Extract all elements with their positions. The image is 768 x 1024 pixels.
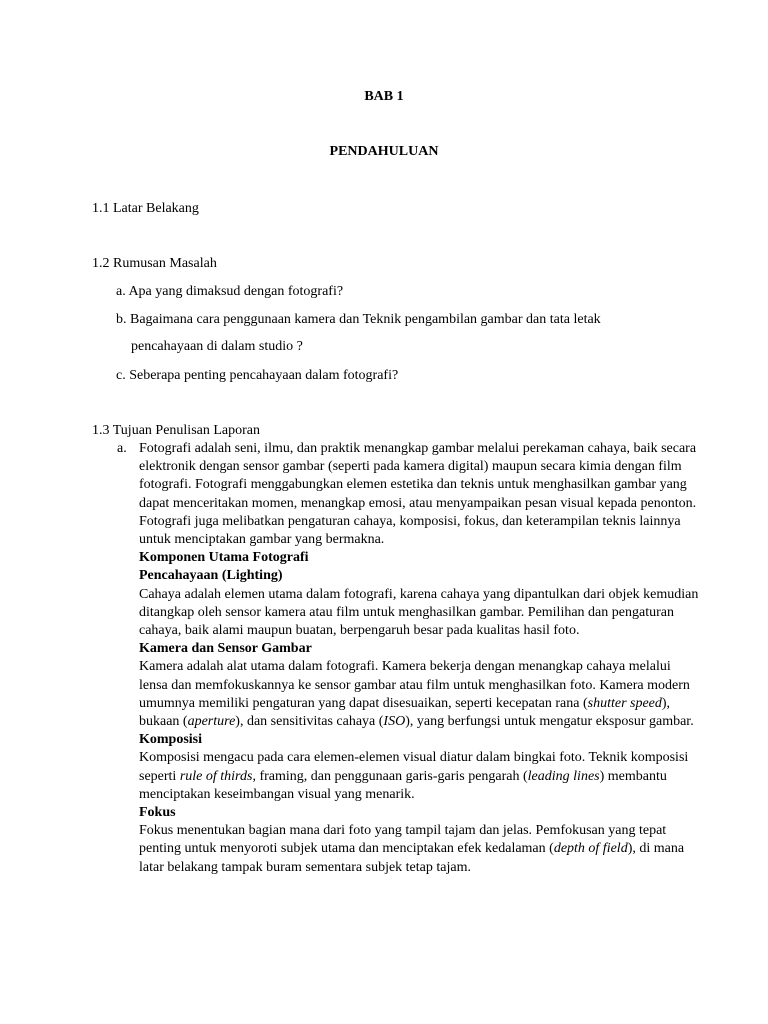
heading-kamera: Kamera dan Sensor Gambar bbox=[139, 641, 312, 657]
question-c: c. Seberapa penting pencahayaan dalam fotografi? bbox=[116, 368, 399, 383]
text-run: ), dan sensitivitas cahaya ( bbox=[235, 714, 384, 730]
italic-term: leading lines bbox=[527, 768, 600, 784]
italic-term: ISO bbox=[383, 714, 406, 730]
italic-term: rule of thirds bbox=[179, 768, 253, 784]
chapter-label: BAB 1 bbox=[364, 89, 404, 104]
italic-term: aperture bbox=[187, 714, 236, 730]
text-run: ) membantu menciptakan keseimbangan visual yang menarik. bbox=[139, 768, 667, 802]
question-b-line-2: pencahayaan di dalam studio ? bbox=[131, 339, 303, 354]
text-run: ), bukaan ( bbox=[139, 695, 671, 730]
intro-paragraph: Fotografi adalah seni, ilmu, dan praktik menangkap gambar melalui perekaman cahaya, baik secara elektronik dengan sensor gambar (seperti pada kamera digital) maupun secara kimia dengan film fotografi. Fotografi menggabungkan elemen estetika dan teknis untuk menghasilkan gambar yang dapat menceritakan momen, menangkap emosi, atau menyampaikan pesan visual kepada penonton. Fotografi juga melibatkan pengaturan cahaya, komposisi, fokus, dan keterampilan teknis lainnya untuk menciptakan gambar yang bermakna. bbox=[139, 441, 697, 548]
heading-pencahayaan: Pencahayaan (Lighting) bbox=[139, 568, 283, 584]
paragraph-kamera bbox=[139, 658, 699, 731]
list-marker-a: a. bbox=[117, 441, 127, 456]
text-run: ), di mana latar belakang tampak buram sementara subjek tetap tajam. bbox=[139, 841, 685, 875]
text-run: Kamera adalah alat utama dalam fotografi. Kamera bekerja dengan menangkap cahaya melalui lensa dan memfokuskannya ke sensor gambar atau film untuk menghasilkan foto. Kamera modern umumnya memiliki pengaturan yang dapat disesuaikan, seperti kecepatan rana ( bbox=[139, 659, 690, 711]
text-run: ), yang berfungsi untuk mengatur eksposur gambar. bbox=[405, 714, 694, 730]
question-a: a. Apa yang dimaksud dengan fotografi? bbox=[116, 284, 344, 299]
italic-term: shutter speed bbox=[587, 695, 662, 711]
heading-komponen-utama: Komponen Utama Fotografi bbox=[139, 550, 309, 566]
text-run: Fokus menentukan bagian mana dari foto yang tampil tajam dan jelas. Pemfokusan yang tepat penting untuk menyoroti subjek utama dan menciptakan efek kedalaman ( bbox=[139, 823, 667, 857]
section-1-3-heading: 1.3 Tujuan Penulisan Laporan bbox=[92, 423, 260, 438]
text-run: Komposisi mengacu pada cara elemen-elemen visual diatur dalam bingkai foto. Teknik komposisi seperti bbox=[139, 750, 689, 784]
question-b-line-1: b. Bagaimana cara penggunaan kamera dan Teknik pengambilan gambar dan tata letak bbox=[116, 312, 601, 327]
heading-fokus: Fokus bbox=[139, 805, 176, 821]
section-1-2-heading: 1.2 Rumusan Masalah bbox=[92, 256, 217, 271]
section-1-1-heading: 1.1 Latar Belakang bbox=[92, 201, 199, 216]
chapter-title: PENDAHULUAN bbox=[329, 144, 439, 159]
paragraph-pencahayaan: Cahaya adalah elemen utama dalam fotografi, karena cahaya yang dipantulkan dari objek kemudian ditangkap oleh sensor kamera atau film untuk menghasilkan gambar. Pemilihan dan pengaturan cahaya, baik alami maupun buatan, berpengaruh besar pada kualitas hasil foto. bbox=[139, 586, 699, 639]
paragraph-komposisi bbox=[139, 749, 699, 804]
italic-term: depth of field bbox=[553, 841, 628, 857]
tujuan-content bbox=[139, 440, 699, 877]
text-run: , framing, dan penggunaan garis-garis pengarah ( bbox=[252, 768, 528, 784]
heading-komposisi: Komposisi bbox=[139, 732, 203, 748]
paragraph-fokus bbox=[139, 822, 699, 877]
